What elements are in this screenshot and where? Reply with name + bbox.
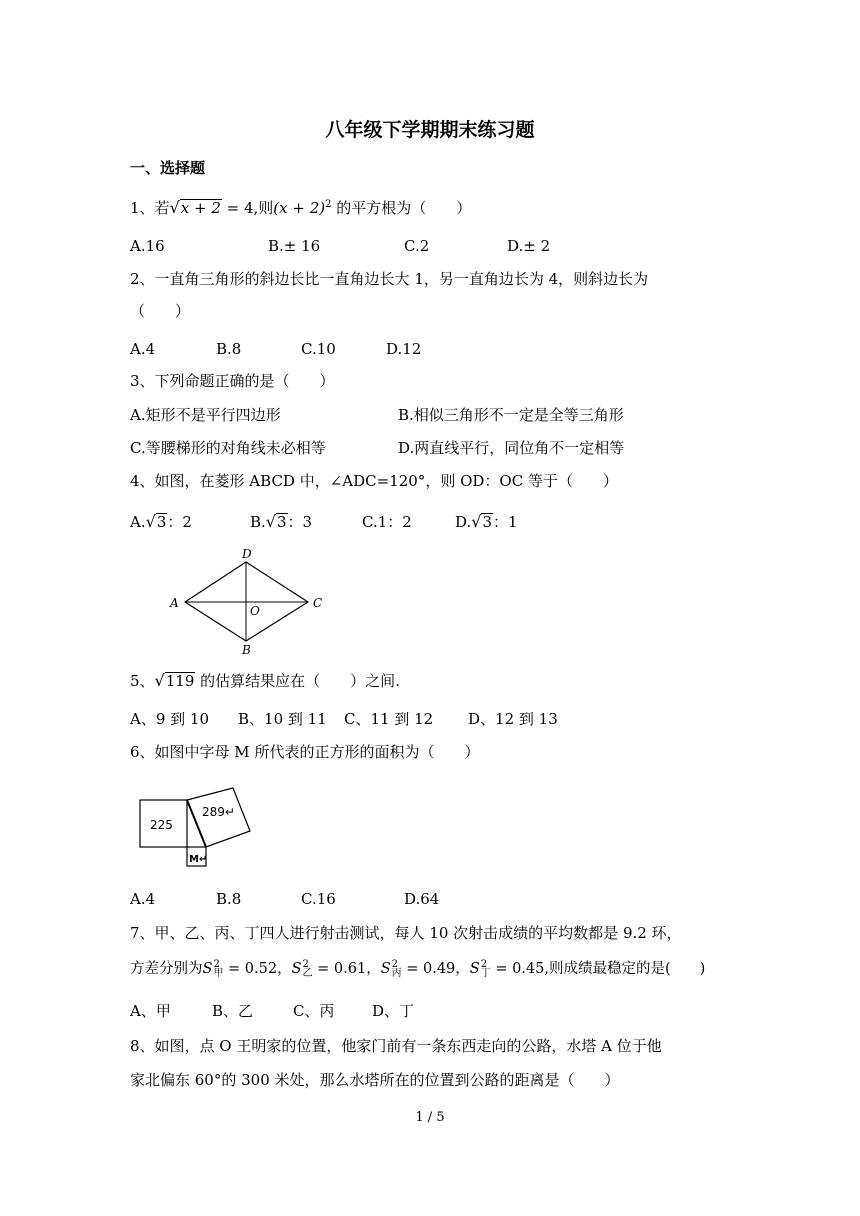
q2-option-a: A.4 [130,340,156,358]
q6-option-a: A.4 [130,890,156,908]
q1-option-d: D.± 2 [507,237,551,255]
q2-option-d: D.12 [386,340,422,358]
q1-tail: 的平方根为（ ） [331,199,472,217]
q1-option-c: C.2 [404,237,430,255]
question-1: 1、若√x + 2 = 4,则$(x + 2)^2$ 的平方根为（ ） [130,198,472,217]
label-b: B [242,643,251,657]
q1-eq: = 4,则 [221,199,274,217]
q1-option-a: A.16 [130,237,165,255]
q3-option-d: D.两直线平行，同位角不一定相等 [398,439,625,457]
q7-option-c: C、丙 [293,1002,335,1020]
q3-option-c: C.等腰梯形的对角线未必相等 [130,439,326,457]
q7-option-d: D、丁 [372,1002,415,1020]
q5-option-a: A、9 到 10 [130,710,209,728]
q6-option-d: D.64 [404,890,440,908]
question-2-line-1: 2、一直角三角形的斜边长比一直角边长大 1，另一直角边长为 4，则斜边长为 [130,270,649,288]
question-4: 4、如图，在菱形 ABCD 中，∠ADC=120°，则 OD：OC 等于（ ） [130,472,618,490]
q5-option-b: B、10 到 11 [238,710,327,728]
label-225: 225 [150,818,173,832]
q4-option-c: C.1：2 [362,513,412,531]
q4-option-b: B.√3：3 [250,512,313,531]
page-number: 1 / 5 [415,1110,445,1125]
q3-option-b: B.相似三角形不一定是全等三角形 [398,406,624,424]
question-3: 3、下列命题正确的是（ ） [130,372,335,390]
label-o: O [250,604,260,618]
question-8-line-1: 8、如图，点 O 王明家的位置，他家门前有一条东西走向的公路，水塔 A 位于他 [130,1037,662,1055]
q2-option-b: B.8 [216,340,242,358]
page-title: 八年级下学期期末练习题 [325,119,535,141]
q6-option-c: C.16 [301,890,336,908]
q5-option-d: D、12 到 13 [468,710,558,728]
question-5: 5、√119 的估算结果应在（ ）之间. [130,671,400,690]
q5-option-c: C、11 到 12 [344,710,434,728]
q2-option-c: C.10 [301,340,336,358]
q1-option-b: B.± 16 [268,237,321,255]
question-8-line-2: 家北偏东 60°的 300 米处，那么水塔所在的位置到公路的距离是（ ） [130,1071,620,1089]
q1-expr: (x + 2) [273,199,326,217]
question-7-line-1: 7、甲、乙、丙、丁四人进行射击测试，每人 10 次射击成绩的平均数都是 9.2 环， [130,924,682,942]
section-heading: 一、选择题 [130,159,206,177]
label-a: A [170,596,179,610]
question-6: 6、如图中字母 M 所代表的正方形的面积为（ ） [130,743,480,761]
label-c: C [313,596,323,610]
label-m: M↵ [189,854,208,865]
q7-option-a: A、甲 [130,1002,171,1020]
q1-exp: 2 [325,199,332,210]
q1-prefix: 1、若 [130,199,170,217]
q7-option-b: B、乙 [212,1002,254,1020]
squares-figure [130,775,265,875]
label-d: D [242,547,252,561]
rhombus-figure [160,545,340,660]
q3-option-a: A.矩形不是平行四边形 [130,406,281,424]
q6-option-b: B.8 [216,890,242,908]
label-289: 289↵ [202,805,235,819]
q4-option-d: D.√3：1 [455,512,518,531]
q1-radicand: x + 2 [180,199,221,217]
question-2-line-2: （ ） [130,302,191,320]
q4-option-a: A.√3：2 [130,512,192,531]
question-7-line-2: 方差分别为S2 甲 = 0.52，S2 乙 = 0.61，S2 丙 = 0.49，S2 丁 = 0.45,则成绩最稳定的是( ) [130,959,706,979]
